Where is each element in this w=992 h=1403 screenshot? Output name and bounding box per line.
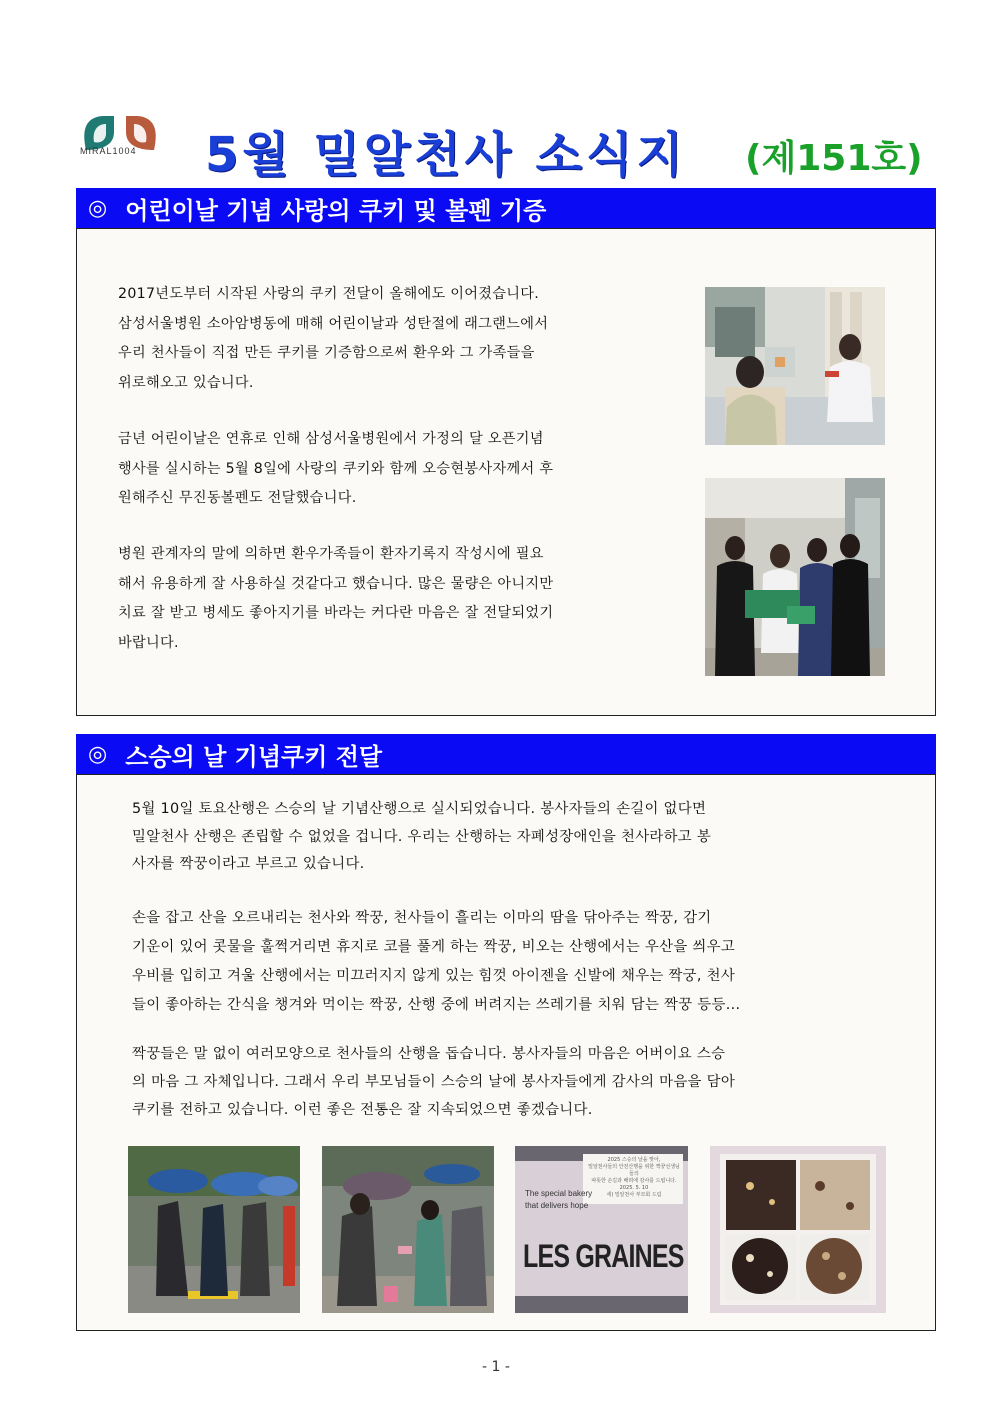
hospital-room-photo xyxy=(705,287,885,445)
section2-paragraph-2: 손을 잡고 산을 오르내리는 천사와 짝꿍, 천사들이 흘리는 이마의 땀을 닦아주는 짝꿍, 감기 기운이 있어 콧물을 훌쩍거리면 휴지로 코를 풀게 하는 짝꿍, 비오는 산행에서는 우산을 씌우고 우비를 입히고 겨울 산행에서는 미끄러지지 않게 있는 힘껏 아이젠을 신발에 채우는 짝궁, 천사 들이 좋아하는 간식을 챙겨와 먹이는 짝꿍, 산행 중에 버려지는 쓰레기를 치워 담는 짝꿍 등등... xyxy=(132,910,741,1013)
section2-paragraph-1: 5월 10일 토요산행은 스승의 날 기념산행으로 실시되었습니다. 봉사자들의 손길이 없다면 밀알천사 산행은 존립할 수 없었을 겁니다. 우리는 산행하는 자폐성장애인을 천사라하고 봉 사자를 짝꿍이라고 부르고 있습니다. xyxy=(132,801,712,872)
section1-paragraph-3: 병원 관계자의 말에 의하면 환우가족들이 환자기록지 작성시에 필요 해서 유용하게 잘 사용하실 것같다고 했습니다. 많은 물량은 아니지만 치료 잘 받고 병세도 좋아지기를 바라는 커다란 마음은 잘 전달되었기 바랍니다. xyxy=(118,546,554,651)
bakery-brand: LES GRAINES xyxy=(523,1238,684,1274)
logo-text: MIRAL1004 xyxy=(80,146,137,156)
note-date: 2025. 5. 10 xyxy=(619,1185,649,1191)
section2-marker: ◎ xyxy=(88,741,108,767)
section1-paragraph-1: 2017년도부터 시작된 사랑의 쿠키 전달이 올해에도 이어졌습니다. 삼성서울병원 소아암병동에 매해 어린이날과 성탄절에 래그랜느에서 우리 천사들이 직접 만든 쿠키를 기증함으로써 환우와 그 가족들을 위로해오고 있습니다. xyxy=(118,286,549,391)
section1-heading: 어린이날 기념 사랑의 쿠키 및 볼펜 기증 xyxy=(125,196,547,225)
les-graines-box-photo xyxy=(515,1146,688,1313)
note-line-3: 따뜻한 손길과 배려에 감사를 드립니다. xyxy=(591,1178,677,1184)
page-title: 5월 밀알천사 소식지 xyxy=(205,127,687,183)
issue-number: (제151호) xyxy=(745,138,923,179)
bakery-tagline-2: that delivers hope xyxy=(525,1201,589,1210)
cookie-delivery-photo xyxy=(705,478,885,676)
section1-paragraph-2: 금년 어린이날은 연휴로 인해 삼성서울병원에서 가정의 달 오픈기념 행사를 실시하는 5월 8일에 사랑의 쿠키와 함께 오승현봉사자께서 후 원해주신 무진동볼펜도 전달했습니다. xyxy=(118,431,554,506)
section1-marker: ◎ xyxy=(88,195,108,221)
page-number: - 1 - xyxy=(482,1359,510,1375)
section2-paragraph-3: 짝꿍들은 말 없이 여러모양으로 천사들의 산행을 돕습니다. 봉사자들의 마음은 어버이요 스승 의 마음 그 자체입니다. 그래서 우리 부모님들이 스승의 날에 봉사자들에게 감사의 마음을 담아 쿠키를 전하고 있습니다. 이런 좋은 전통은 잘 지속되었으면 좋겠습니다. xyxy=(132,1046,736,1118)
note-sign: 세) 밀알천사 부모회 드림 xyxy=(606,1192,662,1198)
rain-hiking-photo-1 xyxy=(128,1146,300,1313)
section1-heading-bar xyxy=(76,188,936,228)
cookie-box-photo xyxy=(710,1146,886,1313)
rain-hiking-photo-2 xyxy=(322,1146,494,1313)
section2-heading-bar xyxy=(76,734,936,774)
note-line-2: 밀알천사들의 안전산행을 위한 짝꿍선생님들의 xyxy=(588,1164,680,1177)
section2-heading: 스승의 날 기념쿠키 전달 xyxy=(125,742,383,771)
note-line-1: 2025 스승의 날을 맞아, xyxy=(607,1157,661,1163)
bakery-tagline-1: The special bakery xyxy=(525,1189,593,1198)
